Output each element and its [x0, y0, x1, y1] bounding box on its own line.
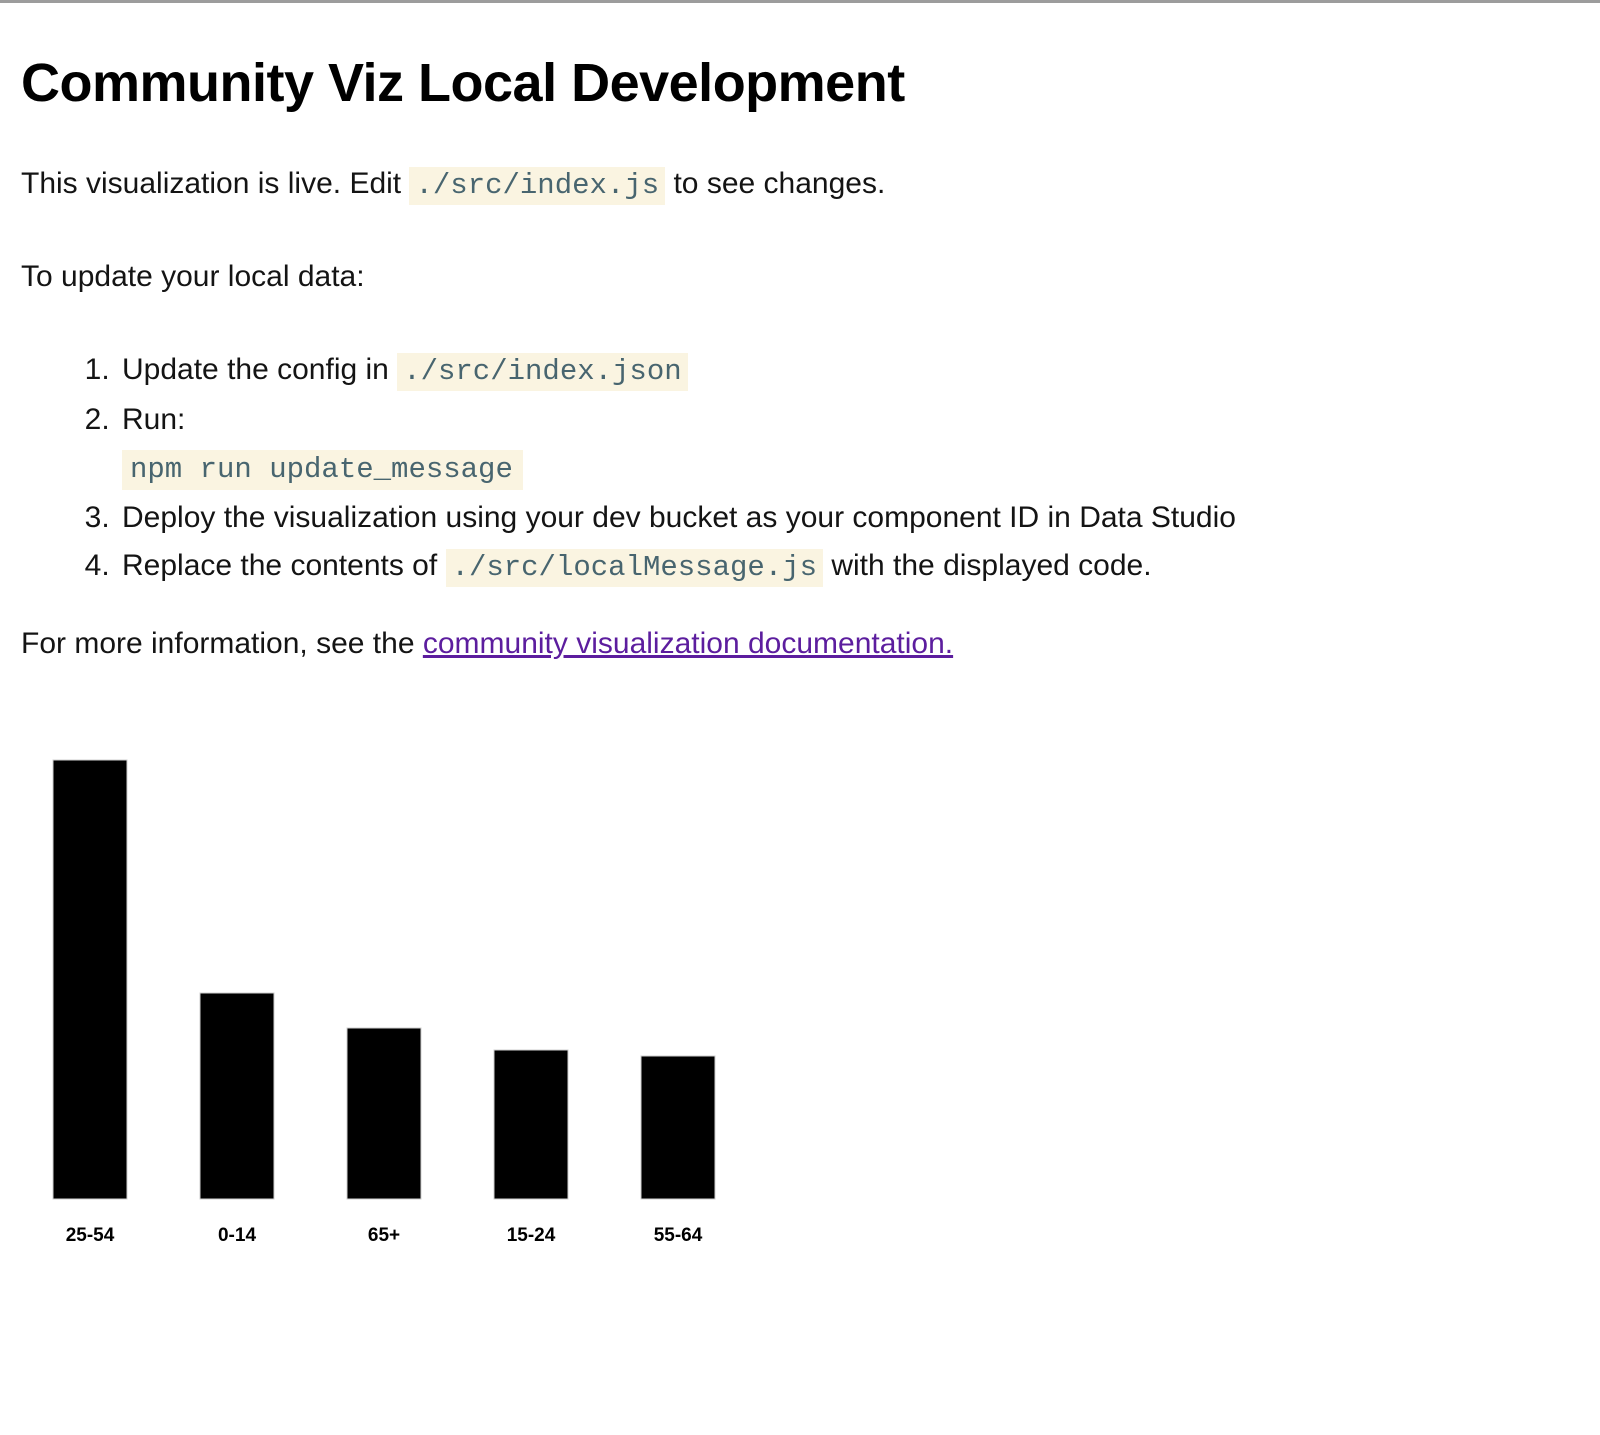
bar-65+ — [347, 1028, 421, 1199]
bar-25-54 — [53, 760, 127, 1199]
bar-label-15-24: 15-24 — [506, 1225, 556, 1246]
intro-text-pre: This visualization is live. Edit — [21, 167, 410, 200]
inline-code-index-json: ./src/index.json — [397, 353, 687, 391]
step-3-text: Deploy the visualization using your dev bucket as your component ID in Data Studio — [122, 501, 1236, 534]
update-data-heading: To update your local data: — [21, 260, 365, 293]
bar-0-14 — [200, 993, 274, 1199]
step-item-3 — [118, 494, 1579, 542]
step-item-4 — [118, 542, 1579, 592]
bar-chart — [21, 759, 731, 1254]
intro-paragraph — [21, 162, 1579, 207]
step-2-text: Run: — [122, 403, 186, 436]
step-4-text: Replace the contents of — [122, 549, 446, 582]
bar-55-64 — [641, 1056, 715, 1199]
step-item-1 — [118, 346, 1579, 396]
more-info-paragraph — [21, 622, 1579, 665]
intro-text-post: to see changes. — [665, 167, 886, 200]
bar-label-55-64: 55-64 — [653, 1225, 703, 1246]
page-title: Community Viz Local Development — [21, 53, 905, 113]
bar-label-0-14: 0-14 — [217, 1225, 257, 1246]
npm-command-line — [122, 444, 1579, 494]
top-border-strip — [0, 0, 1600, 3]
steps-list — [21, 346, 1579, 592]
bar-15-24 — [494, 1050, 568, 1199]
more-info-text: For more information, see the — [21, 627, 423, 660]
bar-label-25-54: 25-54 — [65, 1225, 115, 1246]
step-4-text-post: with the displayed code. — [823, 549, 1152, 582]
inline-code-index-js: ./src/index.js — [409, 167, 665, 205]
block-code-npm-run: npm run update_message — [122, 450, 523, 490]
step-1-text: Update the config in — [122, 353, 398, 386]
chart-container — [21, 759, 1579, 1259]
inline-code-local-message-js: ./src/localMessage.js — [446, 549, 823, 587]
page-content — [0, 52, 1600, 1259]
doc-link[interactable]: community visualization documentation. — [422, 627, 954, 660]
bar-label-65+: 65+ — [367, 1225, 401, 1246]
step-item-2 — [118, 396, 1579, 494]
